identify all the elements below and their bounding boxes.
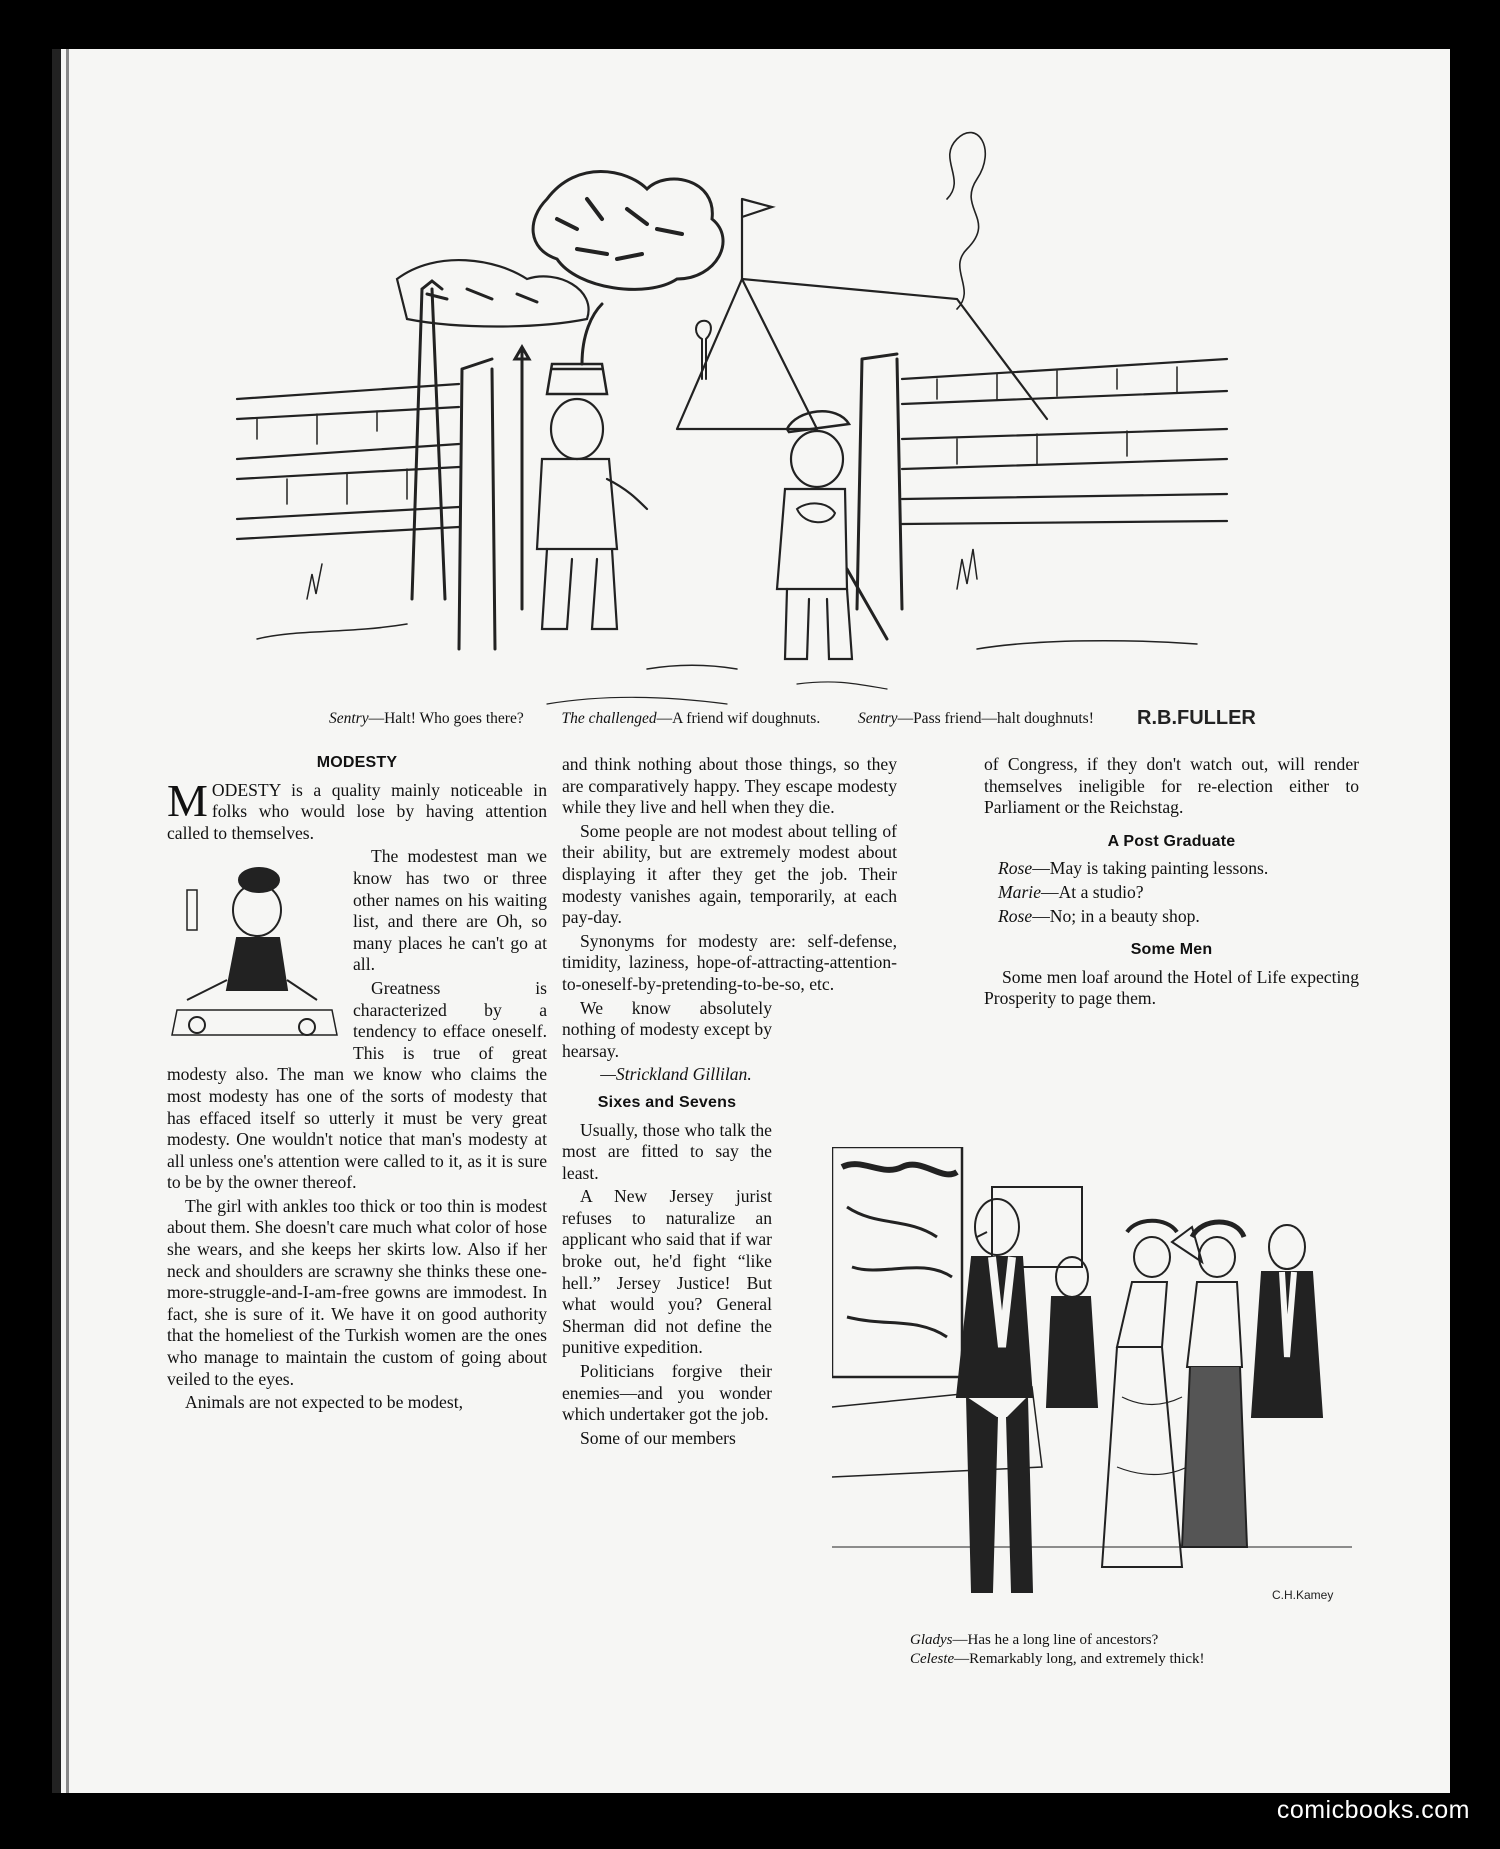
sixes-heading: Sixes and Sevens (597, 1093, 737, 1111)
modesty-paragraph: Some people are not modest about telling of their ability, but are extremely modest about displaying it after they get the job. Their modesty vanishes again, temporarily, at each pay-day. (562, 820, 897, 928)
some-men-paragraph: Some men loaf around the Hotel of Life expecting Prosperity to page them. (984, 966, 1359, 1009)
some-men-heading: Some Men (1130, 941, 1213, 959)
author-signature: —Strickland Gillilan. (600, 1064, 752, 1085)
caption-line: —A friend wif doughnuts. (656, 710, 821, 727)
sixes-paragraph: Usually, those who talk the most are fitted to say the least. (562, 1119, 772, 1183)
dialog-line: Rose—May is taking painting lessons. (998, 858, 1269, 879)
bottom-cartoon-caption (910, 1631, 1205, 1669)
column-1 (167, 746, 547, 1416)
bottom-cartoon-illustration (832, 1147, 1352, 1612)
sixes-paragraph: Some of our members (580, 1427, 736, 1448)
caption-speaker: Sentry (329, 710, 369, 727)
page-spine (52, 49, 61, 1793)
watermark-text: comicbooks.com (1276, 1796, 1470, 1824)
modest-man-sketch (167, 850, 345, 1046)
page-gutter-line (66, 49, 69, 1793)
modesty-paragraph: Animals are not expected to be modest, (185, 1392, 463, 1413)
caption-speaker: The challenged (561, 710, 657, 727)
post-graduate-dialog (984, 858, 1359, 927)
column-3 (984, 754, 1359, 1012)
bottom-cartoon-signature: C.H.Kamey (1272, 1588, 1334, 1602)
top-cartoon-caption (329, 709, 1094, 729)
sixes-paragraph: Politicians forgive their enemies—and you wonder which undertaker got the job. (562, 1361, 772, 1425)
modesty-paragraph: Greatness is characterized by a tendency to efface oneself. This is true of great modesty also. The man we know who claims the most modesty has one of the sorts of modesty that has effaced itself so utterly it must be very great modesty. One wouldn't notice that man's modesty at all unless one's attention were called to it, as it is sure to be by the owner thereof. (167, 977, 547, 1193)
caption-line: —Halt! Who goes there? (368, 710, 524, 727)
modesty-paragraph: The girl with ankles too thick or too thin is modest about them. She doesn't care much what color of hose she wears, and she keeps her skirts low. Also if her neck and shoulders are scrawny she thinks these one-more-struggle-and-I-am-free gowns are immodest. In fact, she is sure of it. We have it on good authority that the homeliest of the Turkish women are the ones who manage to maintain the custom of going about veiled to the eyes. (167, 1195, 547, 1389)
magazine-page (52, 49, 1450, 1793)
modesty-paragraph: and think nothing about those things, so they are comparatively happy. They escape modesty while they live and hell when they die. (562, 754, 897, 818)
caption-line-1: Gladys—Has he a long line of ancestors? (910, 1632, 1159, 1648)
caption-speaker: Sentry (857, 710, 898, 727)
caption-line-2: Celeste—Remarkably long, and extremely thick! (910, 1651, 1205, 1667)
dialog-line: Marie—At a studio? (998, 881, 1144, 902)
dialog-line: Rose—No; in a beauty shop. (998, 905, 1200, 926)
post-graduate-heading: A Post Graduate (1107, 832, 1236, 850)
drop-cap: M (167, 774, 208, 826)
modesty-paragraph: Synonyms for modesty are: self-defense, timidity, laziness, hope-of-attracting-attention-to-oneself-by-pretending-to-be-so, etc. (562, 930, 897, 994)
sixes-paragraph: A New Jersey jurist refuses to naturalize an applicant who said that if war broke out, he'd fight “like hell.” Jersey Justice! But what would you? General Sherman did not define the punitive expedition. (562, 1186, 772, 1358)
modesty-paragraph: The modestest man we know has two or three other names on his waiting list, and there are Oh, so many places he can't go at all. (353, 846, 547, 975)
modesty-heading: MODESTY (316, 754, 398, 771)
modesty-paragraph: We know absolutely nothing of modesty except by hearsay. (562, 997, 772, 1061)
sixes-paragraph: of Congress, if they don't watch out, will render themselves ineligible for re-election either to Parliament or the Reichstag. (984, 754, 1359, 818)
caption-line: —Pass friend—halt doughnuts! (897, 710, 1094, 727)
top-cartoon-signature: R.B.FULLER (1137, 707, 1256, 729)
modesty-paragraph: MODESTY is a quality mainly noticeable in folks who would lose by having attention called to themselves. (167, 774, 547, 843)
top-cartoon-illustration (197, 129, 1307, 749)
